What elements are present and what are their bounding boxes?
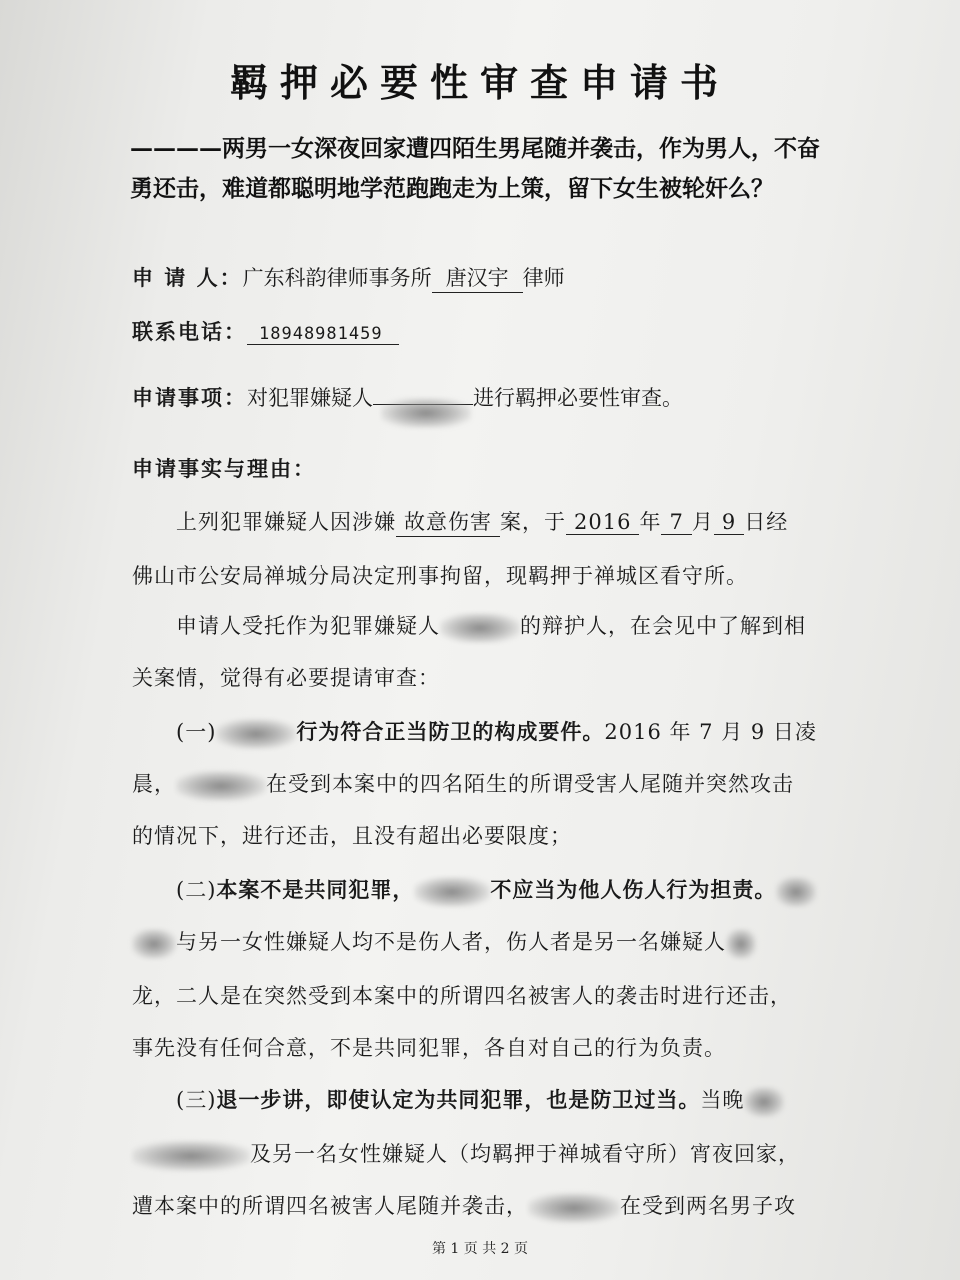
section-3-line-3 — [132, 1190, 796, 1223]
phone-label: 联系电话： — [132, 319, 247, 344]
redacted-name — [744, 1087, 784, 1117]
redacted-name — [776, 877, 816, 907]
p1-end: 日经 — [744, 510, 789, 534]
applicant-row — [132, 262, 565, 293]
applicant-title: 律师 — [522, 266, 565, 290]
redacted-name — [373, 404, 473, 405]
p1-mid2: 年 — [639, 510, 662, 534]
p1-year: 2016 — [566, 510, 639, 535]
p2-post: 的辩护人，在会见中了解到相 — [520, 614, 806, 638]
phone-number: 18948981459 — [247, 324, 399, 345]
paragraph-1-line-2: 佛山市公安局禅城分局决定刑事拘留，现羁押于禅城区看守所。 — [132, 564, 748, 588]
s1-heading: 行为符合正当防卫的构成要件。 — [296, 719, 605, 744]
s1-line2-post: 在受到本案中的四名陌生的所谓受害人尾随并突然攻击 — [266, 772, 794, 796]
redacted-name — [726, 929, 756, 959]
section-3-line-1 — [176, 1084, 784, 1117]
p1-day: 9 — [714, 510, 744, 535]
redacted-name — [440, 613, 520, 643]
redacted-name — [176, 771, 266, 801]
paragraph-2-line-1 — [176, 610, 806, 643]
page-footer: 第 1 页 共 2 页 — [431, 1241, 529, 1257]
matter-before: 对犯罪嫌疑人 — [247, 386, 373, 410]
subtitle-line-2: 勇还击，难道都聪明地学范跑跑走为上策，留下女生被轮奸么？ — [130, 175, 774, 202]
matter-row — [132, 382, 683, 412]
section-1-line-1 — [176, 716, 817, 749]
s2-heading-2: 不应当为他人伤人行为担责。 — [490, 877, 777, 902]
s3-line3-pre: 遭本案中的所谓四名被害人尾随并袭击， — [132, 1194, 528, 1218]
section-3-line-2 — [132, 1138, 800, 1171]
s2-num: (二) — [176, 878, 217, 902]
s2-heading-1: 本案不是共同犯罪， — [216, 877, 415, 902]
section-2-line-1 — [176, 874, 816, 907]
phone-row — [132, 316, 399, 346]
redacted-name — [414, 877, 490, 907]
section-1-line-2 — [132, 768, 794, 801]
p1-pre: 上列犯罪嫌疑人因涉嫌 — [176, 510, 396, 534]
paragraph-2-line-2: 关案情，觉得有必要提请审查： — [132, 666, 440, 690]
redacted-name — [216, 719, 296, 749]
s1-num: (一) — [176, 720, 217, 744]
s3-line2-post: 及另一名女性嫌疑人（均羁押于禅城看守所）宵夜回家， — [250, 1142, 800, 1166]
p1-month: 7 — [661, 510, 691, 535]
matter-after: 进行羁押必要性审查。 — [473, 386, 683, 410]
p1-mid3: 月 — [691, 510, 714, 534]
reasons-heading: 申请事实与理由： — [132, 456, 316, 481]
subtitle-line-1: ————两男一女深夜回家遭四陌生男尾随并袭击，作为男人，不奋 — [130, 135, 820, 162]
redacted-name — [132, 929, 176, 959]
applicant-name: 唐汉宇 — [432, 262, 523, 293]
s3-line3-post: 在受到两名男子攻 — [620, 1194, 796, 1218]
section-2-line-4: 事先没有任何合意，不是共同犯罪，各自对自己的行为负责。 — [132, 1036, 726, 1060]
s3-heading: 退一步讲，即使认定为共同犯罪，也是防卫过当。 — [216, 1087, 701, 1112]
section-1-line-3: 的情况下，进行还击，且没有超出必要限度； — [132, 824, 572, 848]
s3-rest1: 当晚 — [700, 1088, 745, 1112]
s1-rest1: 2016 年 7 月 9 日凌 — [604, 720, 817, 744]
applicant-firm: 广东科韵律师事务所 — [242, 266, 432, 290]
p2-pre: 申请人受托作为犯罪嫌疑人 — [176, 614, 440, 638]
section-2-line-3: 龙，二人是在突然受到本案中的所谓四名被害人的袭击时进行还击， — [132, 984, 792, 1008]
paragraph-1-line-1 — [176, 506, 788, 537]
matter-label: 申请事项： — [132, 385, 247, 410]
applicant-label: 申 请 人： — [132, 265, 243, 290]
redacted-name — [132, 1141, 250, 1171]
s3-num: (三) — [176, 1088, 217, 1112]
s2-line2-post: 与另一女性嫌疑人均不是伤人者，伤人者是另一名嫌疑人 — [176, 930, 726, 954]
p1-crime: 故意伤害 — [396, 506, 500, 537]
section-2-line-2 — [132, 926, 756, 959]
s1-line2-pre: 晨， — [132, 772, 176, 796]
p1-mid1: 案，于 — [500, 510, 566, 534]
document-title: 羁押必要性审查申请书 — [229, 60, 730, 105]
redacted-name — [528, 1193, 620, 1223]
